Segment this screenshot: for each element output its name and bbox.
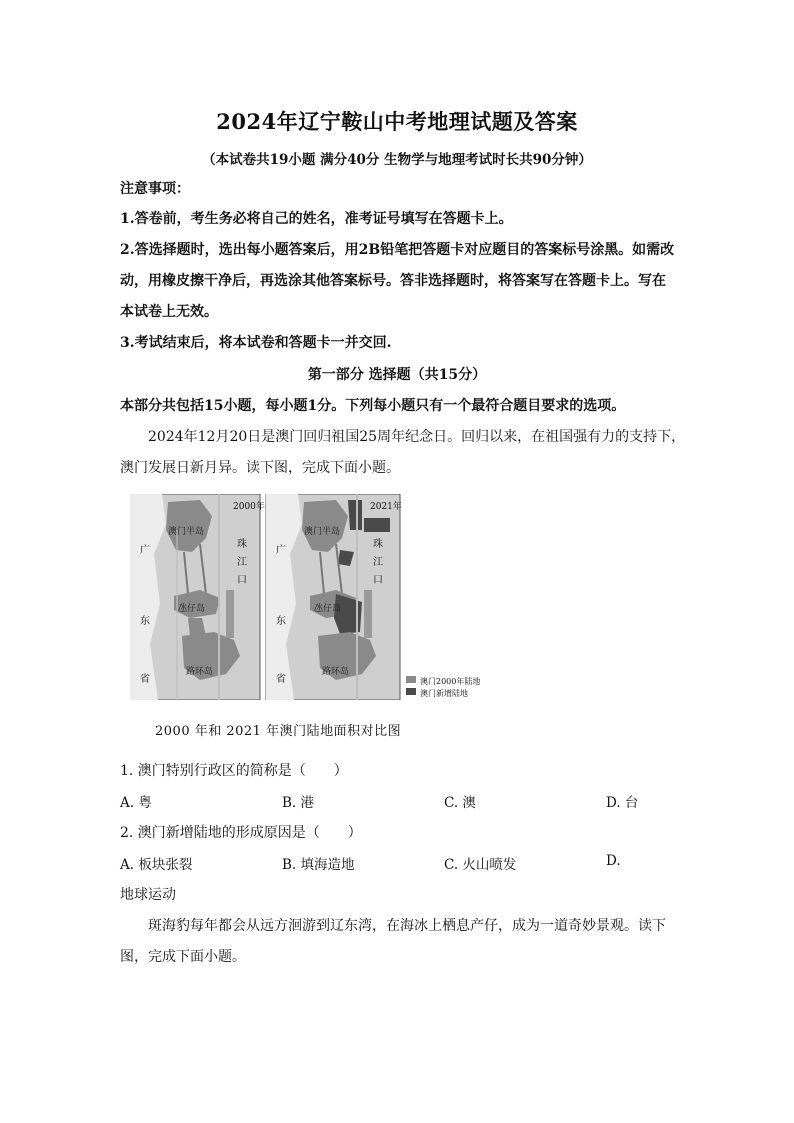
label-taipa: 氹仔岛	[314, 604, 342, 614]
label-province: 省	[276, 674, 286, 685]
label-coloane: 路环岛	[186, 667, 214, 677]
label-river: 口	[237, 575, 247, 586]
label-macau-peninsula: 澳门半岛	[168, 527, 205, 537]
label-province: 省	[140, 674, 150, 685]
label-taipa: 氹仔岛	[178, 604, 206, 614]
passage-line: 澳门发展日新月异。读下图，完成下面小题。	[120, 460, 400, 476]
label-river: 珠	[373, 539, 383, 550]
passage-line: 图，完成下面小题。	[120, 949, 246, 965]
map-year-left: 2000年	[233, 502, 265, 512]
label-river: 江	[373, 557, 383, 568]
passage-line: 2024年12月20日是澳门回归祖国25周年纪念日。回归以来，在祖国强有力的支持下，	[148, 429, 686, 445]
section-instruction: 本部分共包括15小题，每小题1分。下列每小题只有一个最符合题目要求的选项。	[120, 398, 626, 414]
notice-item: 1.答卷前，考生务必将自己的姓名，准考证号填写在答题卡上。	[120, 211, 513, 227]
legend-new-label: 澳门新增陆地	[420, 689, 468, 698]
question-2-stem: 2. 澳门新增陆地的形成原因是（ ）	[120, 825, 362, 841]
legend-old-label: 澳门2000年陆地	[420, 677, 481, 686]
section-title: 第一部分 选择题（共15分）	[307, 367, 487, 383]
map-year-right: 2021年	[370, 502, 402, 512]
label-province: 东	[140, 616, 150, 627]
question-2-option-a: A. 板块张裂	[120, 857, 193, 873]
notice-item: 3.考试结束后，将本试卷和答题卡一并交回.	[120, 335, 392, 351]
question-2-option-b: B. 填海造地	[282, 857, 355, 873]
question-2-option-d-text: 地球运动	[120, 887, 176, 903]
question-1-option-b: B. 港	[282, 795, 315, 811]
legend-swatch-old	[406, 676, 416, 683]
figure-caption: 2000 年和 2021 年澳门陆地面积对比图	[155, 724, 402, 739]
label-province: 东	[276, 616, 286, 627]
label-river: 口	[373, 575, 383, 586]
legend-swatch-new	[406, 688, 416, 695]
notice-item: 动，用橡皮擦干净后，再选涂其他答案标号。答非选择题时，将答案写在答题卡上。写在	[120, 273, 666, 289]
question-1-option-a: A. 粤	[120, 795, 152, 811]
passage-line: 斑海豹每年都会从远方洄游到辽东湾，在海冰上栖息产仔，成为一道奇妙景观。读下	[148, 918, 666, 934]
question-1-option-c: C. 澳	[444, 795, 476, 811]
label-river: 江	[237, 557, 247, 568]
document-subtitle: （本试卷共19小题 满分40分 生物学与地理考试时长共90分钟）	[202, 152, 592, 168]
label-macau-peninsula: 澳门半岛	[304, 527, 341, 537]
label-province: 广	[276, 545, 286, 556]
label-coloane: 路环岛	[322, 667, 350, 677]
question-2-option-c: C. 火山喷发	[444, 857, 517, 873]
question-1-option-d: D. 台	[606, 795, 639, 811]
label-province: 广	[140, 545, 150, 556]
notice-item: 本试卷上无效。	[120, 304, 218, 320]
notice-heading: 注意事项：	[120, 181, 190, 197]
document-title: 2024年辽宁鞍山中考地理试题及答案	[216, 109, 578, 134]
new-land-shape	[348, 500, 362, 530]
question-2-option-d: D.	[606, 853, 621, 869]
label-river: 珠	[237, 539, 247, 550]
notice-item: 2.答选择题时，选出每小题答案后，用2B铅笔把答题卡对应题目的答案标号涂黑。如需改	[120, 242, 675, 258]
question-1-stem: 1. 澳门特别行政区的简称是（ ）	[120, 763, 348, 779]
